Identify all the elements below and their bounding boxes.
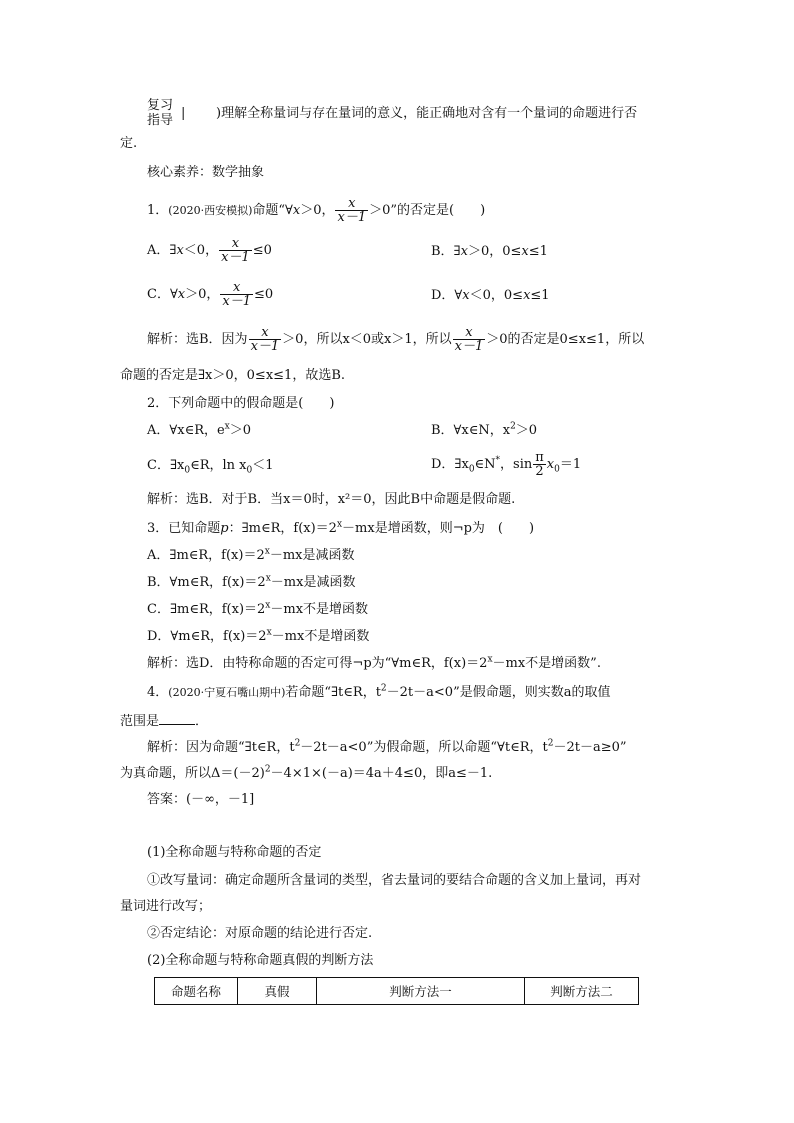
q1-option-d: D．∀x＜0，0≤x≤1 — [431, 288, 550, 303]
q2-option-c: C．$\exists x_0\in R$，$\ln x_0<1$ — [147, 458, 274, 476]
q3-option-d: D．∀m∈R，$f(x)=2^x-mx$不是增函数 — [147, 627, 370, 644]
q3-option-a: A．∃m∈R，$f(x)=2^x-mx$是减函数 — [147, 546, 355, 563]
q3-solution: 解析：选D．由特称命题的否定可得¬p为“∀m∈R，$f(x)=2^x-mx$不是增函数”. — [147, 654, 601, 671]
q1-stem-fraction: $\frac{x}{x-1}$ — [337, 196, 367, 225]
summary-point-1: ①改写量词：确定命题所含量词的类型，省去量词的要结合命题的含义加上量词，再对 — [147, 873, 642, 888]
summary-point-2: ②否定结论：对原命题的结论进行否定. — [147, 926, 373, 941]
summary-heading-2: (2)全称命题与特称命题真假的判断方法 — [147, 953, 374, 968]
core-literacy: 核心素养：数学抽象 — [147, 165, 265, 180]
q2-option-d: D．$\exists x_0\in N^*$，sin $\frac{\pi}{2}$ $x_0=1$ — [431, 450, 582, 479]
q1-option-c: C．∀x＞0， $\frac{x}{x-1}$ ≤0 — [147, 280, 274, 309]
q1-solution-line2: 命题的否定是∃x＞0，0≤x≤1，故选B. — [120, 368, 345, 383]
judgment-table — [154, 977, 639, 1005]
q4-answer-blank — [159, 712, 195, 725]
q4-stem: 4．(2020·宁夏石嘴山期中)若命题“∃t∈R，$t^2-2t-a<0$”是假命题，则实数a的取值 — [147, 683, 611, 700]
q4-solution-line2: 为真命题，所以$\Delta=(-2)^2-4\times 1\times(-a)=4a+4\le 0$，即a≤－1. — [120, 764, 493, 781]
q3-option-b: B．∀m∈R，$f(x)=2^x-mx$是减函数 — [147, 573, 356, 590]
q1-stem: 1．(2020·西安模拟)命题“∀x＞0， $\frac{x}{x-1}$ ＞0”的否定是( ) — [147, 196, 486, 225]
q1-solution: 解析：选B．因为 $\frac{x}{x-1}$ ＞0，所以x＜0或x＞1，所以 $\frac{x}{x-1}$ ＞0的否定是0≤x≤1，所以 — [147, 325, 645, 354]
table-header-row — [155, 978, 639, 1005]
review-text-cont: 定. — [120, 136, 138, 151]
q3-stem: 3．已知命题p：∃m∈R，$f(x)=2^x-mx$是增函数，则¬p为 ( ) — [147, 519, 535, 536]
q1-option-a: A．∃x＜0， $\frac{x}{x-1}$ ≤0 — [147, 236, 272, 265]
review-tag-line2: 指导 — [147, 112, 174, 127]
review-tag-line1: 复习 — [147, 97, 174, 112]
table-header-cell: 判断方法二 — [525, 978, 639, 1005]
table-header-cell: 真假 — [238, 978, 317, 1005]
table-header-cell: 命题名称 — [155, 978, 238, 1005]
review-text: )理解全称量词与存在量词的意义，能正确地对含有一个量词的命题进行否 — [216, 106, 638, 121]
q4-stem-line2: 范围是 ． — [120, 714, 209, 729]
review-tag — [147, 97, 173, 127]
q2-stem: 2．下列命题中的假命题是( ) — [147, 396, 335, 411]
q4-answer: 答案：(－∞，－1] — [147, 792, 255, 807]
q3-option-c: C．∃m∈R，$f(x)=2^x-mx$不是增函数 — [147, 600, 369, 617]
q1-option-b: B．∃x＞0，0≤x≤1 — [431, 244, 548, 259]
review-tag-bar: | — [181, 106, 186, 121]
table-header-cell: 判断方法一 — [317, 978, 525, 1005]
summary-heading-1: (1)全称命题与特称命题的否定 — [147, 845, 322, 860]
q4-solution: 解析：因为命题“∃t∈R，$t^2-2t-a<0$”为假命题，所以命题“∀t∈R，$t^2-2t-a\ge 0$” — [147, 738, 627, 755]
summary-point-1-cont: 量词进行改写； — [120, 899, 212, 914]
q2-option-b: B．∀x∈N，$x^2>0$ — [431, 421, 538, 438]
q2-solution: 解析：选B．对于B．当x＝0时，x²＝0，因此B中命题是假命题. — [147, 492, 516, 507]
q2-option-a: A．∀x∈R，$e^x>0$ — [147, 421, 252, 438]
